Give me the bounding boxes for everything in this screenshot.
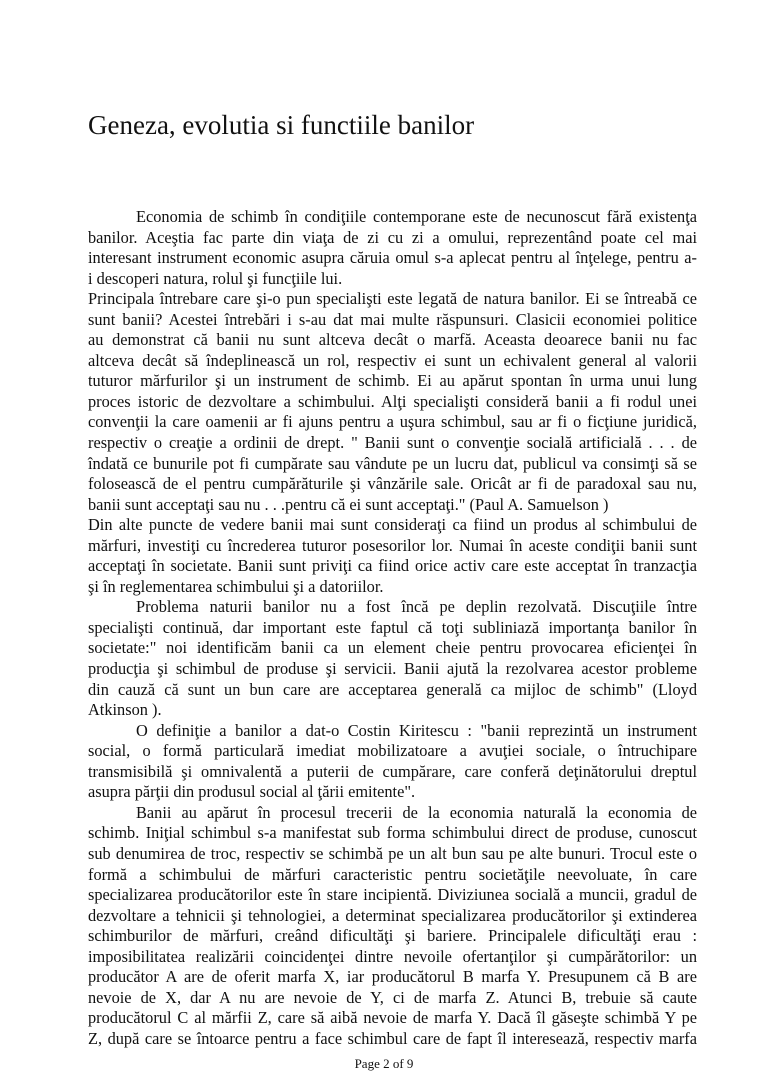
text-line: producător A are de oferit marfa X, iar producătorul B marfa Y. Presupunem că B are (88, 967, 697, 987)
text-line: convenţii la care oamenii ar fi ajuns pentru a uşura schimbul, sau ar fi o ficţiune juridică, (88, 412, 697, 432)
text-line: Din alte puncte de vedere banii mai sunt consideraţi ca fiind un produs al schimbului de (88, 515, 697, 535)
text-line: sunt banii? Acestei întrebări i s-au dat mai multe răspunsuri. Clasicii economiei politice (88, 309, 697, 329)
text-line: social, o formă particulară imediat mobilizatoare a avuţiei sociale, o întruchipare (88, 741, 697, 761)
text-line: specialişti continuă, dar important este faptul că toţi subliniază importanţa banilor în (88, 617, 697, 637)
text-line: şi în reglementarea schimbului şi a datoriilor. (88, 576, 384, 596)
text-line: schimburilor de mărfuri, creând dificultăţi şi bariere. Principalele dificultăţi erau : (88, 926, 697, 946)
text-line: respectiv o creaţie a ordinii de drept. " Banii sunt o convenţie socială artificială . . . de (88, 433, 697, 453)
text-line: acceptaţi în societate. Banii sunt priviţi ca fiind orice activ care este acceptat în tranzacţia (88, 556, 697, 576)
text-line: asupra părţii din produsul social al ţării emitente". (88, 782, 416, 802)
text-line: nevoie de X, dar A nu are nevoie de Y, ci de marfa Z. Atunci B, trebuie să caute (88, 987, 697, 1007)
page-number: Page 2 of 9 (354, 1056, 414, 1071)
text-line: altceva decât să îndeplinească un rol, respectiv ei sunt un echivalent general al valorii (88, 350, 697, 370)
text-line: interesant instrument economic asupra căruia omul s-a aplecat pentru al înţelege, pentru a- (88, 248, 697, 268)
text-line: schimb. Iniţial schimbul s-a manifestat sub forma schimbului direct de produse, cunoscut (88, 823, 697, 843)
text-line: Z, după care se întoarce pentru a face schimbul care de fapt îl interesează, respectiv marfa (88, 1028, 697, 1048)
document-title: Geneza, evolutia si functiile banilor (88, 110, 475, 140)
text-line: Economia de schimb în condiţiile contemporane este de necunoscut fără existenţa (136, 207, 697, 226)
text-line: mărfuri, investiţi cu încrederea tuturor posesorilor lor. Numai în aceste condiţii banii sunt (88, 535, 697, 555)
text-line: Principala întrebare care şi-o pun specialişti este legată de natura banilor. Ei se întreabă ce (88, 289, 697, 309)
text-line: sub denumirea de troc, respectiv se schimbă pe un alt bun sau pe alte bunuri. Trocul este o (88, 843, 697, 863)
text-line: societate:" noi identificăm banii ca un element cheie pentru provocarea eficienţei în (88, 638, 697, 658)
text-line: folosească de el pentru cumpărăturile şi vânzările sale. Oricât ar fi de paradoxal sau nu, (88, 474, 697, 494)
text-line: Atkinson ). (88, 700, 162, 720)
text-line: transmisibilă şi omnivalentă a puterii de cumpărare, care conferă deţinătorului dreptul (88, 761, 697, 781)
text-line: O definiţie a banilor a dat-o Costin Kiritescu : "banii reprezintă un instrument (136, 720, 697, 740)
text-line: imposibilitatea realizării coincidenţei dintre nevoile ofertanţilor şi cumpărătorilor: un (88, 946, 697, 966)
text-line: Banii au apărut în procesul trecerii de la economia naturală la economia de (136, 802, 697, 822)
text-line: banilor. Aceştia fac parte din viaţa de zi cu zi a omului, reprezentând poate cel mai (88, 227, 697, 247)
text-line: producătorul C al mărfii Z, care să aibă nevoie de marfa Y. Dacă îl găseşte schimbă Y pe (88, 1008, 697, 1028)
text-line: din cauză că sunt un bun care are acceptarea generală ca mijloc de schimb" (Lloyd (88, 679, 697, 699)
text-line: producţia şi schimbul de produse şi servicii. Banii ajută la rezolvarea acestor probleme (88, 659, 697, 679)
text-line: tuturor mărfurilor şi un instrument de schimb. Ei au apărut spontan în urma unui lung (88, 371, 697, 391)
text-line: dezvoltare a tehnicii şi tehnologiei, a determinat specializarea producătorilor şi extinderea (88, 905, 697, 925)
text-line: îndată ce bunurile pot fi cumpărate sau vândute pe un lucru dat, publicul va consimţi să se (88, 453, 697, 473)
text-line: specializarea producătorilor este în stare incipientă. Diviziunea socială a muncii, gradul de (88, 885, 697, 905)
text-line: au demonstrat că banii nu sunt altceva decât o marfă. Aceasta deoarece banii nu fac (88, 330, 697, 350)
text-line: banii sunt acceptaţi sau nu . . .pentru că ei sunt acceptaţi." (Paul A. Samuelson ) (88, 494, 609, 514)
document-body (88, 207, 697, 1048)
text-line: formă a schimbului de mărfuri caracteristic pentru societăţile neevoluate, în care (88, 864, 697, 884)
text-line: proces istoric de dezvoltare a schimbului. Alţi specialişti consideră banii a fi rodul unei (88, 391, 697, 411)
text-line: Problema naturii banilor nu a fost încă pe deplin rezolvată. Discuţiile între (136, 597, 697, 617)
text-line: i descoperi natura, rolul şi funcţiile lui. (88, 268, 343, 288)
